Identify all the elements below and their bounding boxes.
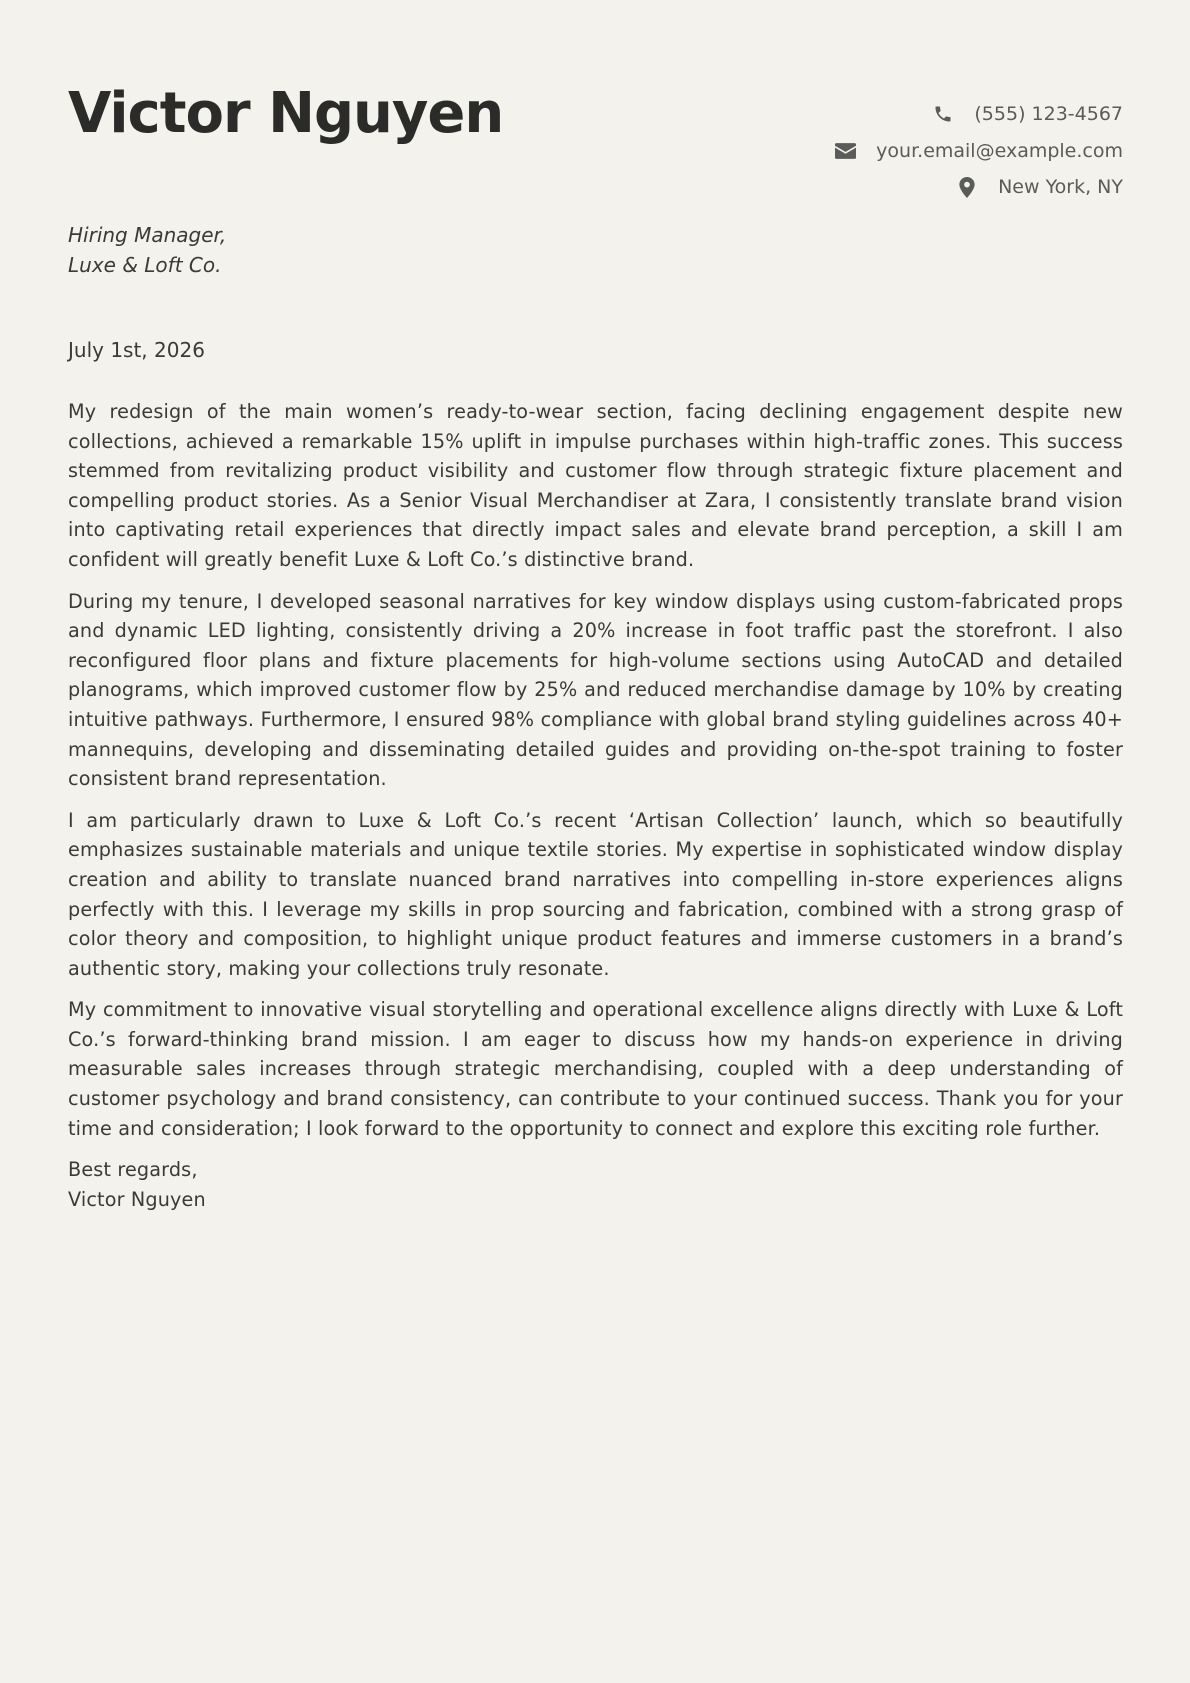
contact-location [834,169,1123,206]
location-text: New York, NY [998,176,1123,199]
contact-email [834,133,1123,170]
body-paragraph: My commitment to innovative visual storytelling and operational excellence aligns directly with Luxe & Loft Co.’s forward-thinking brand mission. I am eager to discuss how my hands-on experience in driving measurable sales increases through strategic merchandising, coupled with a deep understanding of customer psychology and brand consistency, can contribute to your continued success. Thank you for your time and consideration; I look forward to the opportunity to connect and explore this exciting role further. [68,998,1123,1140]
recipient-block [68,220,226,280]
phone-icon [932,103,954,125]
closing-block [68,1155,1123,1214]
phone-text: (555) 123-4567 [974,103,1123,126]
envelope-icon [834,140,856,162]
recipient-company: Luxe & Loft Co. [68,253,222,277]
body-paragraph: I am particularly drawn to Luxe & Loft Co.’s recent ‘Artisan Collection’ launch, which so beautifully emphasizes sustainable materials and unique textile stories. My expertise in sophisticated window display creation and ability to translate nuanced brand narratives into compelling in-store experiences aligns perfectly with this. I leverage my skills in prop sourcing and fabrication, combined with a strong grasp of color theory and composition, to highlight unique product features and immerse customers in a brand’s authentic story, making your collections truly resonate. [68,808,1123,980]
body-paragraph: My redesign of the main women’s ready-to-wear section, facing declining engagement despite new collections, achieved a remarkable 15% uplift in impulse purchases within high-traffic zones. This success stemmed from revitalizing product visibility and customer flow through strategic fixture placement and compelling product stories. As a Senior Visual Merchandiser at Zara, I consistently translate brand vision into captivating retail experiences that directly impact sales and elevate brand perception, a skill I am confident will greatly benefit Luxe & Loft Co.’s distinctive brand. [68,400,1123,571]
contact-block [834,96,1123,206]
email-text: your.email@example.com [876,139,1123,162]
body-paragraph: During my tenure, I developed seasonal narratives for key window displays using custom-fabricated props and dynamic LED lighting, consistently driving a 20% increase in foot traffic past the storefront. I also reconfigured floor plans and fixture placements for high-volume sections using AutoCAD and detailed planograms, which improved customer flow by 25% and reduced merchandise damage by 10% by creating intuitive pathways. Furthermore, I ensured 98% compliance with global brand styling guidelines across 40+ mannequins, developing and disseminating detailed guides and providing on-the-spot training to foster consistent brand representation. [68,589,1123,791]
contact-phone [834,96,1123,133]
sender-name: Victor Nguyen [68,81,504,146]
map-pin-icon [956,176,978,198]
closing-salutation: Best regards, [68,1158,198,1182]
letter-date: July 1st, 2026 [68,338,205,362]
recipient-title: Hiring Manager, [68,223,227,247]
closing-signature: Victor Nguyen [68,1187,206,1211]
letter-body [68,397,1123,1214]
